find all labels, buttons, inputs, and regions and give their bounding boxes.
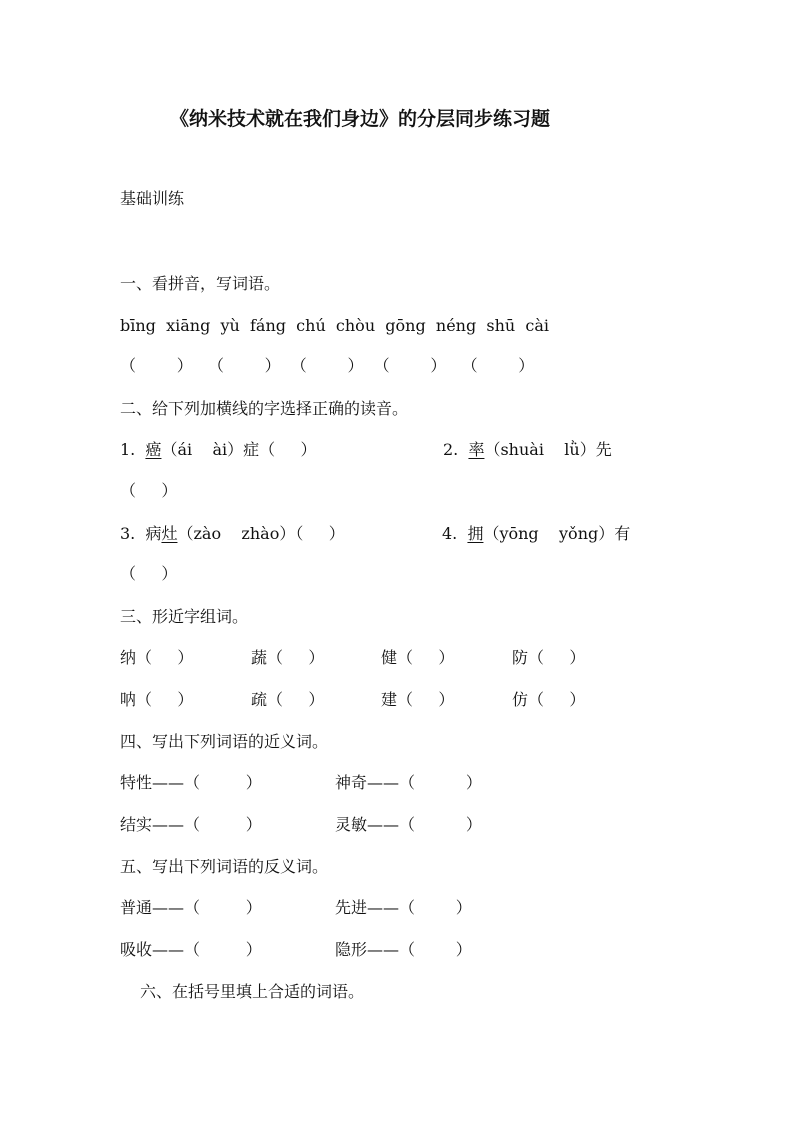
q4-cell: 灵敏——（ ）	[335, 815, 482, 834]
q6-heading: 六、在括号里填上合适的词语。	[140, 982, 365, 1001]
q2-item4: 4. 拥（yōng yǒng）有	[442, 524, 631, 543]
q2-item1: 1. 癌（ái ài）症（ ）	[120, 440, 317, 459]
q1-blanks: （ ） （ ） （ ） （ ） （ ）	[120, 356, 535, 375]
q2-item2-blank: （ ）	[120, 481, 178, 500]
q4-heading: 四、写出下列词语的近义词。	[120, 732, 329, 751]
q5-heading: 五、写出下列词语的反义词。	[120, 857, 329, 876]
q2-item2: 2. 率（shuài lǜ）先	[443, 440, 612, 459]
q3-cell: 呐（ ）	[120, 690, 194, 709]
q4-cell: 神奇——（ ）	[335, 773, 482, 792]
q2-heading: 二、给下列加横线的字选择正确的读音。	[120, 399, 409, 418]
q3-heading: 三、形近字组词。	[120, 607, 249, 626]
q3-cell: 纳（ ）	[120, 648, 194, 667]
q5-cell: 吸收——（ ）	[120, 940, 262, 959]
q1-heading: 一、看拼音，写词语。	[120, 274, 281, 293]
q3-cell: 仿（ ）	[512, 690, 586, 709]
q3-cell: 疏（ ）	[251, 690, 325, 709]
q3-cell: 蔬（ ）	[251, 648, 325, 667]
q5-cell: 隐形——（ ）	[335, 940, 472, 959]
q4-cell: 结实——（ ）	[120, 815, 262, 834]
section-heading: 基础训练	[120, 189, 185, 208]
q4-cell: 特性——（ ）	[120, 773, 262, 792]
q2-item4-blank: （ ）	[120, 564, 178, 583]
q2-item3: 3. 病灶（zào zhào）（ ）	[120, 524, 345, 543]
q3-cell: 健（ ）	[381, 648, 455, 667]
page-title: 《纳米技术就在我们身边》的分层同步练习题	[170, 108, 551, 130]
q1-pinyin: bīng xiāng yù fáng chú chòu gōng néng shū cài	[120, 316, 549, 335]
q3-cell: 建（ ）	[381, 690, 455, 709]
q5-cell: 普通——（ ）	[120, 898, 262, 917]
q5-cell: 先进——（ ）	[335, 898, 472, 917]
q3-cell: 防（ ）	[512, 648, 586, 667]
